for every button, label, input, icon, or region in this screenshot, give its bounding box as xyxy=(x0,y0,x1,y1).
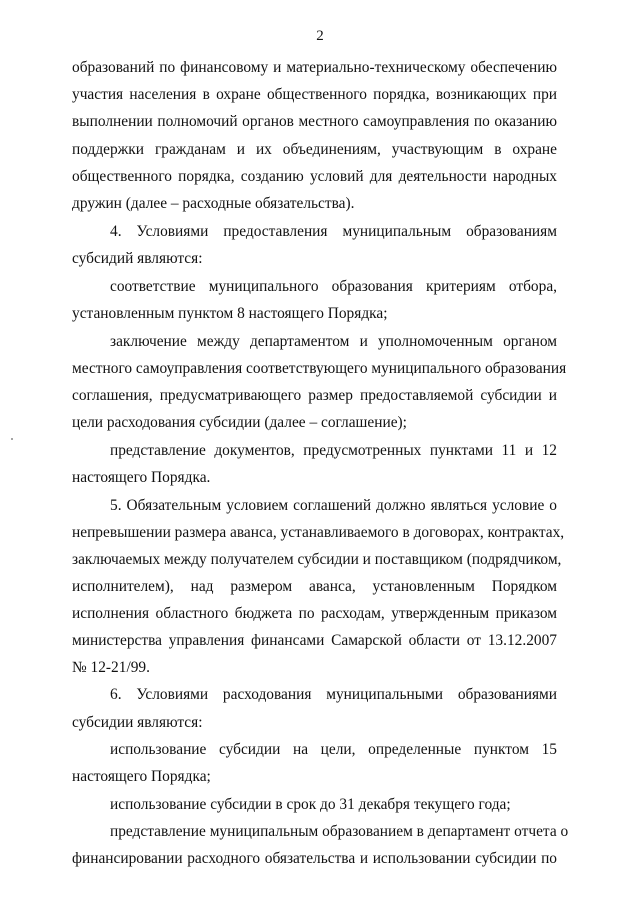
text-line: настоящего Порядка. xyxy=(72,469,211,486)
text-line: образований по финансовому и материально-техническому обеспечению xyxy=(72,59,557,76)
text-line: непревышении размера аванса, устанавливаемого в договорах, контрактах, xyxy=(72,524,565,541)
text-line: соглашения, предусматривающего размер предоставляемой субсидии и xyxy=(72,387,557,404)
text-line: общественного порядка, созданию условий для деятельности народных xyxy=(72,168,557,185)
text-line: 5. Обязательным условием соглашений должно являться условие о xyxy=(110,497,557,514)
text-line: местного самоуправления соответствующего муниципального образования xyxy=(72,360,567,377)
text-line: представление документов, предусмотренных пунктами 11 и 12 xyxy=(110,442,557,459)
page-number: 2 xyxy=(316,28,324,44)
text-line: субсидий являются: xyxy=(72,250,203,267)
text-line: использование субсидии на цели, определенные пунктом 15 xyxy=(110,741,557,758)
text-line: финансировании расходного обязательства и использовании субсидии по xyxy=(72,850,557,867)
text-line: настоящего Порядка; xyxy=(72,768,211,785)
text-line: соответствие муниципального образования критериям отбора, xyxy=(110,278,557,295)
text-line: исполнения областного бюджета по расходам, утвержденным приказом xyxy=(72,605,557,622)
text-line: № 12-21/99. xyxy=(72,659,150,676)
text-line: представление муниципальным образованием в департамент отчета о xyxy=(110,823,569,840)
text-line: дружин (далее – расходные обязательства). xyxy=(72,195,355,212)
text-line: субсидии являются: xyxy=(72,714,203,731)
text-line: использование субсидии в срок до 31 декабря текущего года; xyxy=(110,796,511,813)
text-line: заключаемых между получателем субсидии и поставщиком (подрядчиком, xyxy=(72,551,562,568)
text-line: участия населения в охране общественного порядка, возникающих при xyxy=(72,86,557,103)
text-line: исполнителем), над размером аванса, установленным Порядком xyxy=(72,578,557,595)
text-line: цели расходования субсидии (далее – соглашение); xyxy=(72,414,407,431)
text-line: министерства управления финансами Самарской области от 13.12.2007 xyxy=(72,632,557,649)
text-line: 4. Условиями предоставления муниципальным образованиям xyxy=(110,223,557,240)
text-line: выполнении полномочий органов местного самоуправления по оказанию xyxy=(72,113,557,130)
text-line: установленным пунктом 8 настоящего Порядка; xyxy=(72,305,388,322)
scan-speck xyxy=(11,438,13,440)
text-line: заключение между департаментом и уполномоченным органом xyxy=(110,333,557,350)
text-line: 6. Условиями расходования муниципальными образованиями xyxy=(110,686,557,703)
text-line: поддержки гражданам и их объединениям, участвующим в охране xyxy=(72,141,557,158)
